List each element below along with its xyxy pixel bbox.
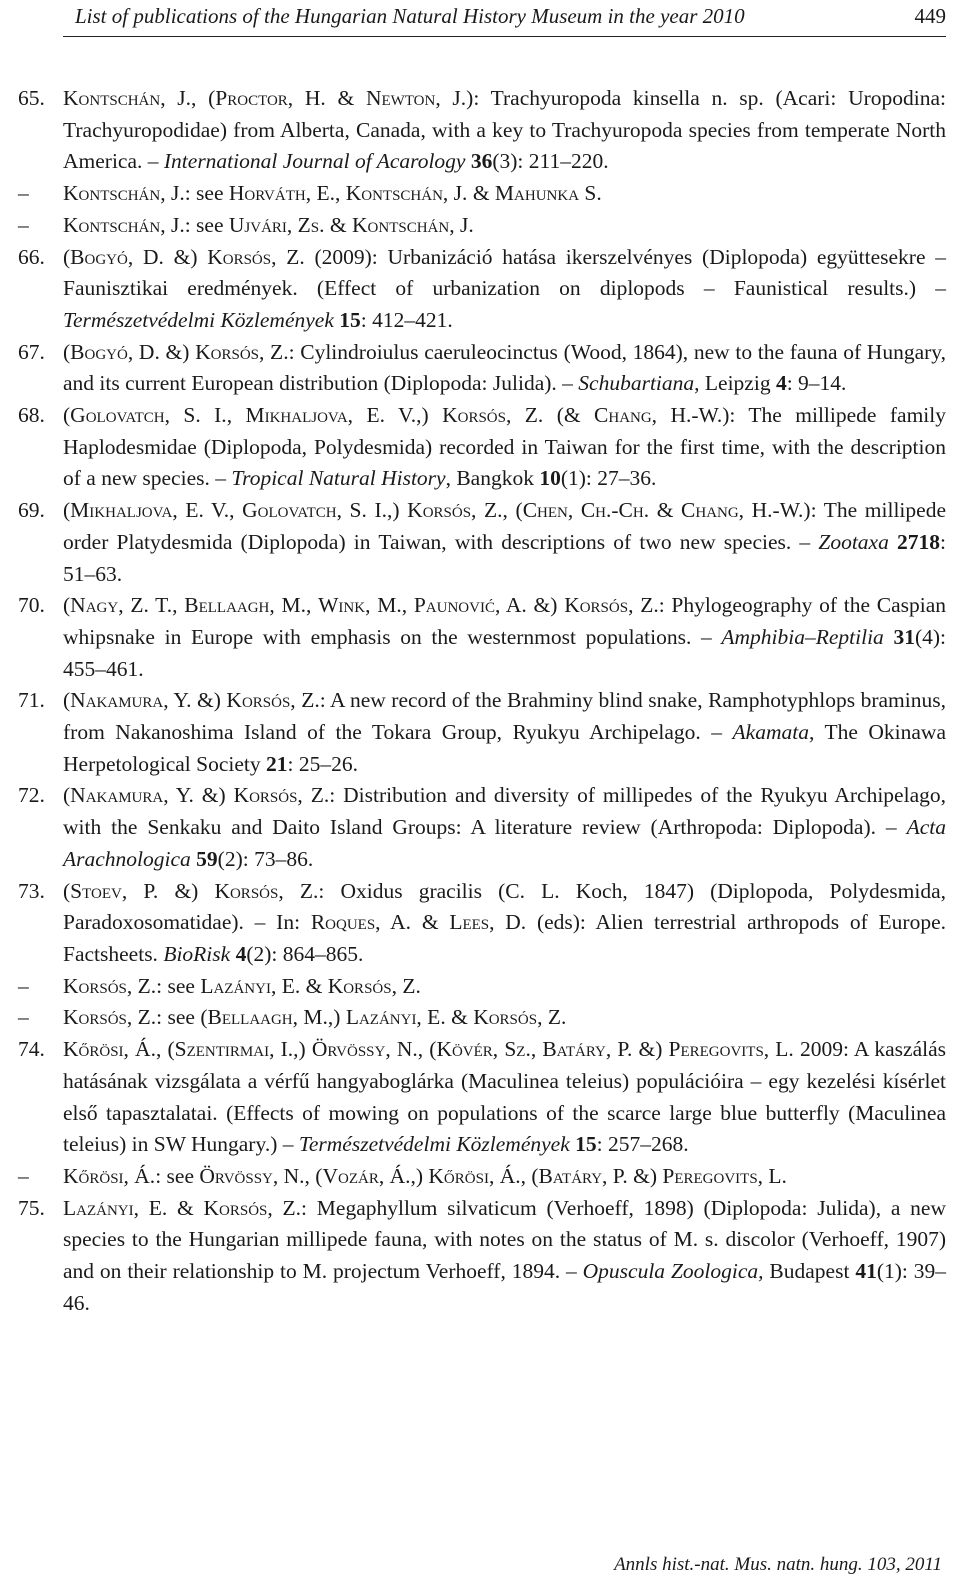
entry-number: 71. [18, 688, 45, 713]
author-name: Nakamura, Y. [70, 783, 194, 808]
entry-text: , [229, 498, 243, 523]
volume-number: 15 [339, 307, 361, 332]
author-name: Korsós, Z. [195, 339, 289, 364]
entry-text: &) [526, 593, 565, 618]
publication-entry [0, 178, 946, 210]
entry-text: , ( [304, 1163, 323, 1188]
volume-number: 10 [539, 466, 561, 491]
page-number: 449 [914, 4, 946, 28]
entry-text: (4): 455–461. [63, 624, 947, 681]
author-name: Korsós, Z. [564, 593, 659, 618]
entry-text: & [324, 212, 353, 237]
entry-text: & [467, 181, 495, 206]
entry-text: , Leipzig [694, 371, 776, 396]
author-name: Roques, A. [310, 910, 412, 935]
author-name: Stoev, P. [70, 878, 159, 903]
author-name: Korsós, Z. [442, 403, 544, 428]
author-name: Bellaagh, M. [207, 1005, 328, 1030]
entry-text: (& [543, 403, 595, 428]
entry-number: 66. [18, 244, 45, 269]
entry-text: : Cylindroiulus caeruleocinctus (Wood, 1864), new to the fauna of Hungary, and its current European distribution (Diplopoda: Julida). – [63, 339, 947, 396]
author-name: Peregovits, L. [668, 1037, 794, 1062]
volume-number: 36 [470, 149, 493, 174]
author-name: Szentirmai, I. [174, 1037, 294, 1062]
author-name: Kőrösi, Á. [63, 1037, 156, 1062]
author-name: Bogyó, D. [70, 339, 160, 364]
author-name: Batáry, P. [538, 1163, 628, 1188]
author-name: Bogyó, D. [70, 244, 164, 269]
entry-text: &) [158, 878, 215, 903]
entry-text: , [306, 593, 319, 618]
author-name: Golovatch, S. I. [70, 403, 227, 428]
entry-text: , ( [520, 1163, 539, 1188]
entry-text: ( [63, 244, 71, 269]
entry-text: ): The millipede family Haplodesmidae (Diplopoda, Polydesmida) recorded in Taiwan for the first time, with the description of a new species. – [63, 403, 947, 491]
footer-journal: Annls hist.-nat. Mus. natn. hung. 103, 2011 [614, 1554, 942, 1575]
publication-entry [0, 971, 946, 1003]
journal-title: Acta Arachnologica [63, 815, 946, 871]
entry-number: – [18, 1163, 29, 1188]
author-name: Örvössy, N. [311, 1037, 418, 1062]
entry-number: 73. [18, 878, 45, 903]
entry-text: ,) [387, 498, 408, 523]
entry-text: , [530, 1037, 543, 1062]
author-name: Korsós, Z. [203, 1195, 302, 1220]
entry-text: ): Trachyuropoda kinsella n. sp. (Acari: Uropodina: Trachyuropodidae) from Alberta, Canada, with a key to Trachyuropoda species from temperate North America. – [63, 86, 946, 174]
entry-text: , [401, 593, 414, 618]
entry-text: , [172, 593, 185, 618]
author-name: Bellaagh, M. [184, 593, 307, 618]
entry-text: ( [63, 783, 71, 808]
entry-text: ( [63, 593, 71, 618]
author-name: Vozár, Á. [322, 1163, 411, 1188]
author-name: Nagy, Z. T. [70, 593, 173, 618]
author-name: Örvössy, N. [199, 1163, 305, 1188]
author-name: Korsós, Z. [233, 783, 330, 808]
journal-title: Természetvédelmi Közlemények [298, 1132, 570, 1157]
entry-number: 65. [18, 86, 45, 110]
journal-title: Természetvédelmi Közlemények [63, 307, 334, 332]
entry-text: : see [184, 181, 229, 206]
running-header [63, 0, 946, 37]
volume-number: 41 [855, 1259, 877, 1284]
publication-entry [0, 1002, 946, 1034]
publication-entry [0, 1161, 946, 1193]
author-name: Kőrösi, Á. [63, 1163, 156, 1188]
entry-text: : see ( [156, 1005, 208, 1030]
volume-number: 21 [266, 751, 288, 776]
entry-text: &) [191, 688, 227, 713]
entry-text: : 25–26. [287, 751, 358, 776]
author-name: Proctor, H. [215, 86, 326, 110]
author-name: Korsós, Z. [63, 1005, 157, 1030]
author-name: Chang, H.-W. [681, 498, 804, 523]
volume-number: 4 [775, 371, 787, 396]
entry-text: ( [63, 403, 71, 428]
journal-title: Tropical Natural History [231, 466, 446, 491]
entry-text: : Distribution and diversity of millipedes of the Ryukyu Archipelago, with the Senkaku and Daito Island Groups: A literature review (Arthropoda: Diplopoda). – [63, 783, 946, 840]
entry-number: – [18, 973, 29, 998]
entry-text: ( [63, 498, 71, 523]
author-name: Mikhaljova, E. V. [70, 498, 230, 523]
entry-number: – [18, 181, 29, 206]
author-name: Mahunka S. [494, 181, 602, 206]
entry-text: &) [632, 1037, 669, 1062]
entry-number: 75. [18, 1195, 45, 1220]
author-name: Korsós, Z. [226, 688, 320, 713]
journal-title: BioRisk [163, 941, 231, 966]
author-name: Wink, M. [318, 593, 402, 618]
entry-text: 2009: A kaszálás hatásának vizsgálata a vérfű hangyaboglárka (Maculinea teleius) populációira – egy kezelési kísérlet első tapasztalatai. (Effects of mowing on populations of the scarce large blue butterfly (Maculinea teleius) in SW Hungary.) – [63, 1037, 946, 1157]
entry-text: : see [155, 1163, 200, 1188]
entry-number: 67. [18, 339, 45, 364]
journal-title: Schubartiana [578, 371, 695, 396]
author-name: Korsós, Z. [473, 1005, 567, 1030]
author-name: Paunović, A. [413, 593, 527, 618]
author-name: Kövér, Sz. [436, 1037, 531, 1062]
entry-text: : 412–421. [360, 307, 453, 332]
volume-number: 59 [196, 846, 218, 871]
entry-text: (3): 211–220. [492, 149, 609, 174]
volume-number: 31 [893, 624, 915, 649]
publication-entry [0, 242, 946, 337]
entry-text: (2009): Urbanizáció hatása ikerszelvényes (Diplopoda) együttesekre – Faunisztikai eredmények. (Effect of urbanization on diplopods – Faunistical results.) – [63, 244, 946, 301]
author-name: Batáry, P. [542, 1037, 633, 1062]
journal-title: Zootaxa [818, 529, 889, 554]
volume-number: 4 [235, 941, 247, 966]
entry-text: ( [63, 688, 71, 713]
journal-title: Opuscula Zoologica, [582, 1259, 764, 1284]
entry-text: , ( [417, 1037, 437, 1062]
author-name: Lazányi, E. [345, 1005, 446, 1030]
author-name: Kontschán, J. [63, 86, 192, 110]
entry-text: & [411, 910, 450, 935]
publication-entry [0, 337, 946, 400]
entry-text: : 51–63. [63, 529, 946, 586]
entry-text: : 257–268. [596, 1132, 689, 1157]
author-name: Mikhaljova, E. V. [245, 403, 417, 428]
author-name: Kőrösi, Á. [428, 1163, 521, 1188]
journal-title: International Journal of Acarology [163, 149, 466, 174]
entry-text: : Oxidus gracilis (C. L. Koch, 1847) (Diplopoda, Polydesmida, Paradoxosomatidae). – In: [63, 878, 946, 935]
entry-text: , The Okinawa Herpetological Society [63, 720, 946, 776]
entry-text: ( [63, 339, 71, 364]
entry-text: , ( [155, 1037, 175, 1062]
author-name: Korsós, Z. [407, 498, 503, 523]
author-name: Chang, H.-W. [594, 403, 723, 428]
entry-text: & [445, 1005, 474, 1030]
author-name: Korsós, Z. [327, 973, 421, 998]
header-title: List of publications of the Hungarian Natural History Museum in the year 2010 [75, 4, 745, 28]
entry-text: & [300, 973, 328, 998]
entry-number: 70. [18, 593, 45, 618]
author-name: Horváth, E. [228, 181, 335, 206]
author-name: Lees, D. [449, 910, 527, 935]
author-name: Kontschán, J. [352, 212, 474, 237]
author-name: Ujvári, Zs. [228, 212, 325, 237]
entry-text: : Phylogeography of the Caspian whipsnake in Europe with emphasis on the westernmost populations. – [63, 593, 947, 649]
entry-text: , [226, 403, 246, 428]
entry-text: Budapest [763, 1259, 856, 1284]
author-name: Golovatch, S. I. [242, 498, 388, 523]
author-name: Peregovits, L. [662, 1163, 787, 1188]
entry-text: ( [63, 878, 71, 903]
entry-text: (2): 73–86. [217, 846, 314, 871]
entry-text: (eds): Alien terrestrial arthropods of Europe. Factsheets. [63, 910, 946, 966]
entry-text: (1): 27–36. [560, 466, 657, 491]
entry-text: (1): 39–46. [63, 1259, 946, 1315]
entry-text: : Megaphyllum silvaticum (Verhoeff, 1898) (Diplopoda: Julida), a new species to the Hungarian millipede fauna, with notes on the status of M. s. discolor (Verhoeff, 1907) and on their relationship to M. projectum Verhoeff, 1894. – [63, 1195, 946, 1284]
entry-text: ): The millipede order Platydesmida (Diplopoda) in Taiwan, with descriptions of two new species. – [63, 498, 946, 554]
entry-text: : A new record of the Brahminy blind snake, Ramphotyphlops braminus, from Nakanoshima Island of the Tokara Group, Ryukyu Archipelago. – [63, 688, 946, 745]
entry-number: – [18, 1005, 29, 1030]
author-name: Newton, J. [365, 86, 467, 110]
entry-text: , [334, 181, 346, 206]
entry-text: : see [184, 212, 229, 237]
entry-text [889, 530, 897, 554]
author-name: Korsós, Z. [63, 973, 157, 998]
publication-entry [0, 876, 946, 971]
entry-text: &) [627, 1163, 663, 1188]
publication-entry [0, 83, 946, 178]
author-name: Kontschán, J. [63, 212, 185, 237]
volume-number: 2718 [897, 529, 941, 554]
entry-number: 68. [18, 403, 45, 428]
entry-text: , Bangkok [445, 466, 540, 491]
volume-number: 15 [575, 1132, 597, 1157]
publication-entry [0, 590, 946, 685]
publication-entry [0, 400, 946, 495]
entry-text: &) [193, 783, 234, 808]
author-name: Chen, Ch.-Ch. [522, 498, 650, 523]
publication-entry [0, 1034, 946, 1161]
author-name: Nakamura, Y. [70, 688, 192, 713]
entry-text: , ( [191, 86, 216, 110]
publication-entry [0, 685, 946, 780]
entry-number: 69. [18, 498, 45, 523]
publication-entry [0, 1193, 946, 1320]
entry-text: &) [159, 339, 196, 364]
entry-text: : 9–14. [786, 371, 847, 396]
entry-number: 74. [18, 1037, 45, 1062]
entry-text: ,) [293, 1037, 312, 1062]
author-name: Lazányi, E. [200, 973, 301, 998]
author-name: Kontschán, J. [345, 181, 468, 206]
author-name: Lazányi, E. [63, 1195, 168, 1220]
author-name: Korsós, Z. [214, 878, 319, 903]
entry-number: – [18, 212, 29, 237]
entry-text: ,) [327, 1005, 346, 1030]
entry-text: & [325, 86, 366, 110]
entry-text: ,) [416, 403, 443, 428]
entry-text: ,) [410, 1163, 429, 1188]
journal-title: Akamata [732, 720, 809, 745]
author-name: Kontschán, J. [63, 181, 185, 206]
entry-text: : see [156, 973, 201, 998]
entry-number: 72. [18, 783, 45, 808]
entry-text: &) [163, 244, 208, 269]
entry-text: & [649, 498, 682, 523]
entry-text: , ( [502, 498, 523, 523]
entry-text: (2): 864–865. [246, 941, 364, 966]
author-name: Korsós, Z. [207, 244, 305, 269]
publication-entry [0, 780, 946, 875]
entry-text: & [167, 1195, 204, 1220]
journal-title: Amphibia–Reptilia [721, 624, 884, 649]
publication-list [0, 83, 960, 1319]
publication-entry [0, 210, 946, 242]
publication-entry [0, 495, 946, 590]
